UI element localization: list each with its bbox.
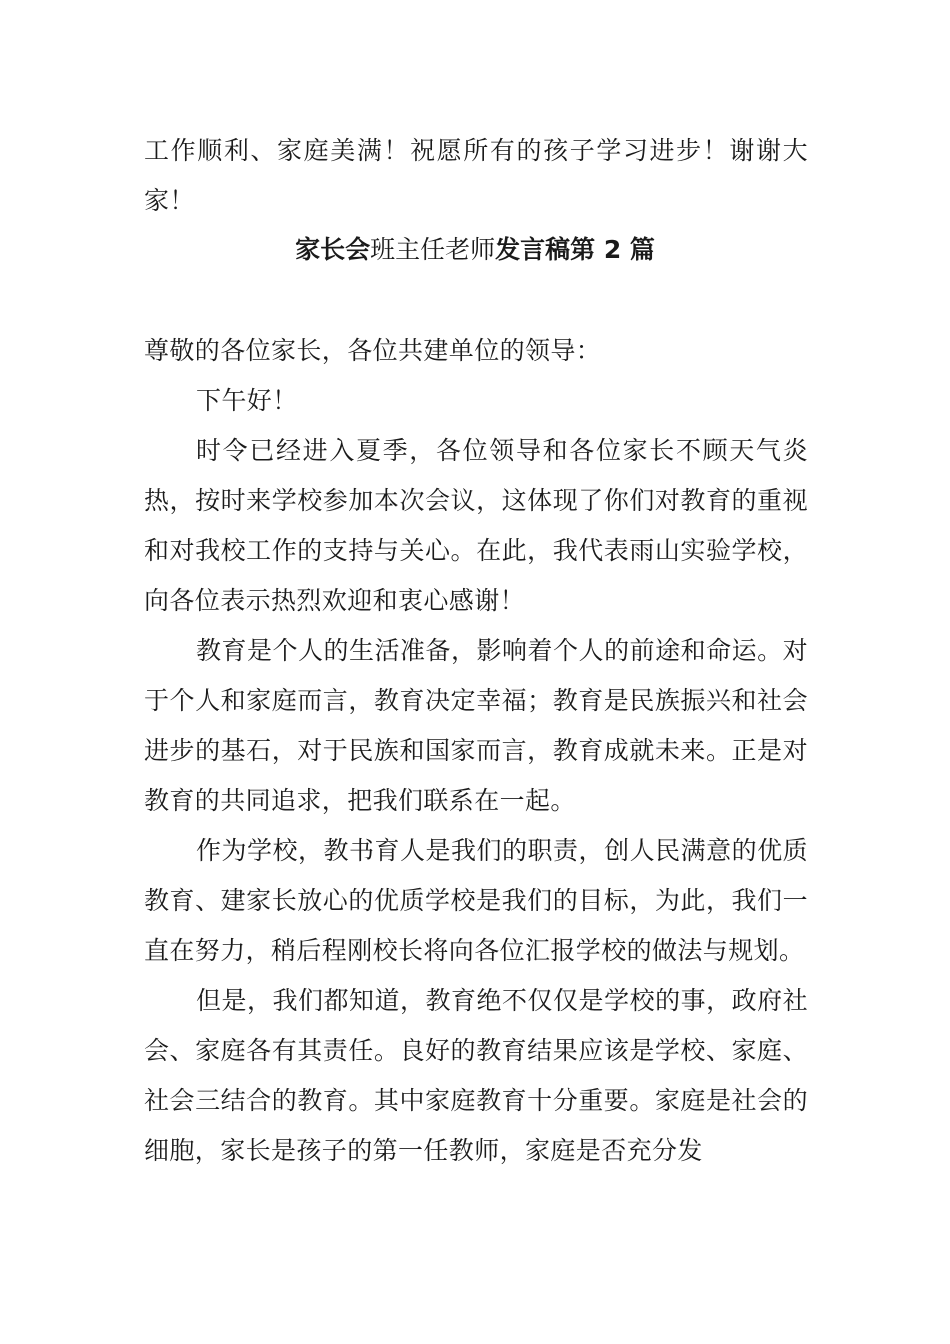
section-title (0, 225, 950, 275)
previous-section-ending (144, 126, 808, 226)
title-part-1: 家长会 (295, 235, 371, 264)
continuation-text: 工作顺利、家庭美满！祝愿所有的孩子学习进步！谢谢大家！ (144, 136, 808, 215)
paragraph: 教育是个人的生活准备，影响着个人的前途和命运。对于个人和家庭而言，教育决定幸福；教育是民族振兴和社会进步的基石，对于民族和国家而言，教育成就未来。正是对教育的共同追求，把我们联系在一起。 (144, 636, 808, 815)
greeting: 下午好！ (196, 386, 298, 415)
salutation: 尊敬的各位家长，各位共建单位的领导： (144, 336, 602, 365)
title-part-2: 班主任老师 (370, 235, 496, 264)
speech-body (144, 326, 808, 1176)
paragraph: 时令已经进入夏季，各位领导和各位家长不顾天气炎热，按时来学校参加本次会议，这体现了你们对教育的重视和对我校工作的支持与关心。在此，我代表雨山实验学校，向各位表示热烈欢迎和衷心感谢！ (144, 436, 808, 615)
paragraph: 作为学校，教书育人是我们的职责，创人民满意的优质教育、建家长放心的优质学校是我们的目标，为此，我们一直在努力，稍后程刚校长将向各位汇报学校的做法与规划。 (144, 836, 808, 965)
title-part-3: 发言稿第 2 篇 (495, 235, 655, 264)
paragraph: 但是，我们都知道，教育绝不仅仅是学校的事，政府社会、家庭各有其责任。良好的教育结果应该是学校、家庭、社会三结合的教育。其中家庭教育十分重要。家庭是社会的细胞，家长是孩子的第一任教师，家庭是否充分发 (144, 986, 808, 1165)
